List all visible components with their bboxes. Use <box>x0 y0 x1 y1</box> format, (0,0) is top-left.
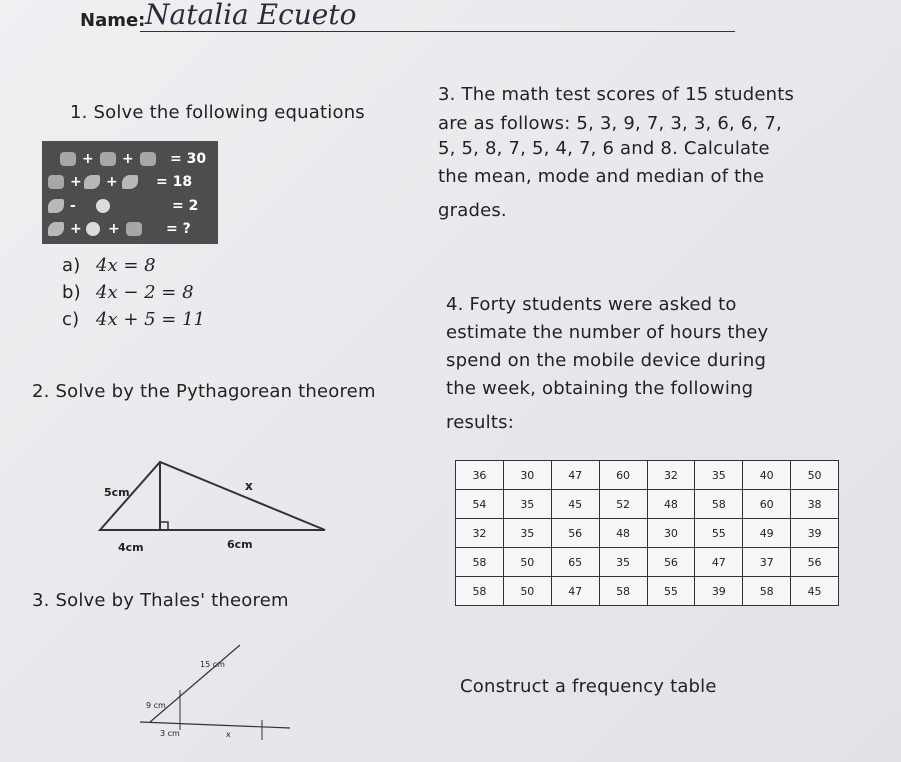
q4-instruction: Construct a frequency table <box>460 676 717 697</box>
q1-part-b-label: b) <box>62 282 81 303</box>
q4-line-4: the week, obtaining the following <box>446 378 754 399</box>
table-cell: 48 <box>647 490 695 519</box>
q3-line-4: the mean, mode and median of the <box>438 166 765 187</box>
hours-table-body <box>456 461 839 606</box>
rebus-row-1: + + = 30 <box>42 149 218 171</box>
table-cell: 65 <box>551 548 599 577</box>
table-cell: 60 <box>743 490 791 519</box>
q3-line-2: are as follows: 5, 3, 9, 7, 3, 3, 6, 6, 7, <box>438 113 782 134</box>
table-cell: 58 <box>743 577 791 606</box>
q3-thales-title: 3. Solve by Thales' theorem <box>32 590 289 611</box>
table-cell: 55 <box>695 519 743 548</box>
table-cell: 50 <box>503 577 551 606</box>
table-cell: 45 <box>791 577 839 606</box>
table-cell: 58 <box>456 577 504 606</box>
table-cell: 39 <box>695 577 743 606</box>
table-cell: 56 <box>791 548 839 577</box>
base-6cm-label: 6cm <box>227 538 253 551</box>
q1-part-a-label: a) <box>62 255 81 276</box>
table-cell: 47 <box>551 461 599 490</box>
table-row <box>456 548 839 577</box>
table-cell: 35 <box>503 490 551 519</box>
rebus-row-4: + + = ? <box>42 219 218 241</box>
table-cell: 49 <box>743 519 791 548</box>
q2-title: 2. Solve by the Pythagorean theorem <box>32 381 376 402</box>
table-cell: 58 <box>599 577 647 606</box>
table-cell: 55 <box>647 577 695 606</box>
rebus-row-2: + + = 18 <box>42 172 218 194</box>
thales-3cm-label: 3 cm <box>160 729 180 738</box>
table-cell: 47 <box>695 548 743 577</box>
table-cell: 47 <box>551 577 599 606</box>
q4-line-1: 4. Forty students were asked to <box>446 294 737 315</box>
q3-line-3: 5, 5, 8, 7, 5, 4, 7, 6 and 8. Calculate <box>438 138 770 159</box>
q1-part-c-label: c) <box>62 309 80 330</box>
table-cell: 58 <box>695 490 743 519</box>
thales-x-label: x <box>226 730 231 739</box>
table-cell: 32 <box>647 461 695 490</box>
table-cell: 30 <box>503 461 551 490</box>
q3-line-1: 3. The math test scores of 15 students <box>438 84 795 105</box>
side-5cm-label: 5cm <box>104 486 130 499</box>
q4-line-5: results: <box>446 412 514 433</box>
q1-part-c-equation: 4x + 5 = 11 <box>96 309 206 330</box>
table-cell: 37 <box>743 548 791 577</box>
thales-9cm-label: 9 cm <box>146 701 166 710</box>
q1-title: 1. Solve the following equations <box>70 102 365 123</box>
table-cell: 54 <box>456 490 504 519</box>
table-cell: 58 <box>456 548 504 577</box>
table-row <box>456 577 839 606</box>
hours-data-table <box>455 460 839 606</box>
table-cell: 45 <box>551 490 599 519</box>
q4-line-2: estimate the number of hours they <box>446 322 769 343</box>
table-row <box>456 461 839 490</box>
student-name-handwritten: Natalia Ecueto <box>145 0 357 31</box>
table-cell: 39 <box>791 519 839 548</box>
q4-line-3: spend on the mobile device during <box>446 350 767 371</box>
table-cell: 50 <box>503 548 551 577</box>
table-cell: 52 <box>599 490 647 519</box>
table-row <box>456 519 839 548</box>
table-cell: 30 <box>647 519 695 548</box>
side-x-label: x <box>245 479 253 493</box>
table-cell: 48 <box>599 519 647 548</box>
table-cell: 50 <box>791 461 839 490</box>
table-cell: 60 <box>599 461 647 490</box>
table-cell: 35 <box>599 548 647 577</box>
table-cell: 56 <box>647 548 695 577</box>
thales-base-line <box>140 722 290 728</box>
table-cell: 38 <box>791 490 839 519</box>
q3-line-5: grades. <box>438 200 507 221</box>
q1-part-a-equation: 4x = 8 <box>96 255 156 276</box>
thales-diagonal-line <box>150 645 240 722</box>
table-cell: 36 <box>456 461 504 490</box>
table-row <box>456 490 839 519</box>
table-cell: 56 <box>551 519 599 548</box>
table-cell: 40 <box>743 461 791 490</box>
thales-15cm-label: 15 cm <box>200 660 225 669</box>
table-cell: 35 <box>503 519 551 548</box>
table-cell: 32 <box>456 519 504 548</box>
table-cell: 35 <box>695 461 743 490</box>
rebus-row-3: - = 2 <box>42 196 218 218</box>
q1-part-b-equation: 4x − 2 = 8 <box>96 282 194 303</box>
base-4cm-label: 4cm <box>118 541 144 554</box>
name-label: Name: <box>80 10 146 31</box>
